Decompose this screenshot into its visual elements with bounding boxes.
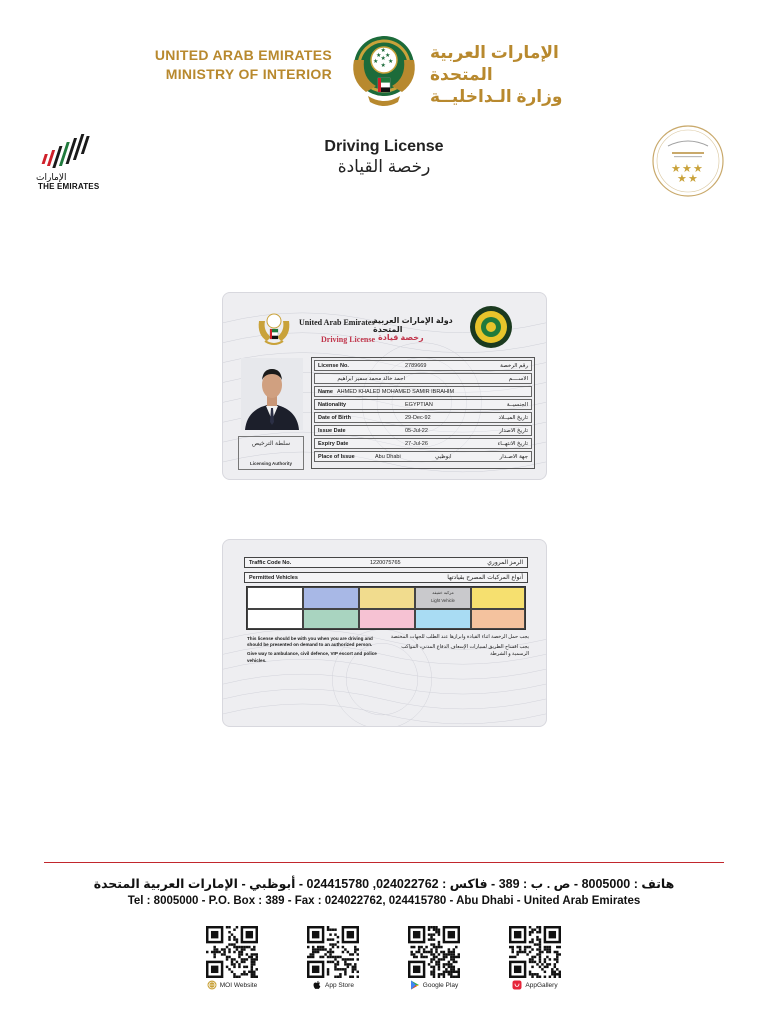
- svg-text:★: ★: [385, 52, 391, 59]
- field-date-of-birth: [314, 412, 532, 423]
- qr-label: [293, 979, 373, 991]
- globe-icon: [207, 980, 217, 990]
- document-title-ar: رخصة القيادة: [337, 157, 431, 176]
- qr-code-icon: [408, 926, 460, 978]
- svg-text:★: ★: [376, 52, 382, 59]
- vehicle-cell: [471, 609, 525, 629]
- field-label-ar: الاســــم: [508, 376, 528, 382]
- svg-text:★: ★: [671, 162, 681, 175]
- ministry-line2-ar: وزارة الـداخليــة: [430, 87, 563, 106]
- qr-label-text: Google Play: [422, 981, 459, 989]
- svg-text:★: ★: [693, 162, 703, 175]
- vehicle-cell: [359, 587, 415, 609]
- card-doc-type-en: Driving License: [321, 335, 375, 344]
- svg-text:★: ★: [373, 58, 379, 65]
- qr-label-text: App Store: [325, 981, 354, 989]
- note-carry-license-en: This license should be with you when you are driving and should be presented on demand to an authorized person.: [247, 636, 373, 648]
- note-give-way-ar: يجب افساح الطريق لسيارات الإسعاف الدفاع المدني، المواكب الرسمية و الشرطة: [401, 643, 529, 657]
- field-value-ar: ابوظبي: [435, 454, 452, 460]
- apple-icon: [312, 980, 322, 990]
- field-expiry-date: [314, 438, 532, 449]
- field-label-en: Date of Birth: [318, 415, 351, 421]
- qr-label-text: AppGallery: [525, 981, 558, 989]
- ministry-name-en: [150, 46, 332, 84]
- traffic-code-label-en: Traffic Code No.: [249, 560, 292, 566]
- document-title-en: Driving License: [324, 138, 444, 155]
- field-name-en: [314, 386, 532, 397]
- vehicle-cell: [247, 609, 303, 629]
- vehicle-category-grid: [246, 586, 526, 630]
- field-value: 05-Jul-22: [405, 428, 428, 434]
- field-value: EGYPTIAN: [405, 402, 433, 408]
- qr-code-icon: [509, 926, 561, 978]
- field-label-en: Expiry Date: [318, 441, 349, 447]
- traffic-code-row: [244, 557, 528, 568]
- field-license-no: [314, 360, 532, 371]
- field-label-en: Issue Date: [318, 428, 346, 434]
- ministry-line2-en: MINISTRY OF INTERIOR: [165, 66, 332, 82]
- holder-photo: [241, 358, 303, 430]
- qr-code-icon: [206, 926, 258, 978]
- field-value: 27-Jul-26: [405, 441, 428, 447]
- license-notes-ar: [389, 634, 529, 660]
- field-label-en: License No.: [318, 363, 349, 369]
- field-value: Abu Dhabi: [375, 454, 401, 460]
- vehicle-cell-label-en: Light Vehicle: [431, 598, 455, 603]
- note-give-way-en: Give way to ambulance, civil defence, VIP escort and police vehicles.: [247, 651, 377, 663]
- footer-contact-en: Tel : 8005000 - P.O. Box : 389 - Fax : 024022762, 024415780 - Abu Dhabi - United Arab Emirates: [127, 895, 641, 907]
- field-nationality: [314, 399, 532, 410]
- card-doc-type-ar: رخصة قيادة: [378, 333, 424, 342]
- qr-moi-website[interactable]: [192, 926, 272, 996]
- ministry-line1-ar: الإمارات العربية المتحدة: [430, 43, 559, 84]
- qr-code-icon: [307, 926, 359, 978]
- svg-text:★: ★: [682, 162, 692, 175]
- svg-text:★: ★: [388, 58, 394, 65]
- field-name-ar: [314, 373, 532, 384]
- permitted-vehicles-label-en: Permitted Vehicles: [249, 575, 298, 581]
- gcc-logo-icon: [469, 305, 513, 349]
- svg-text:★: ★: [380, 62, 386, 69]
- google-play-icon: [410, 980, 420, 990]
- license-fields-table: [311, 357, 535, 469]
- appgallery-icon: [512, 980, 522, 990]
- footer-divider: [44, 862, 724, 863]
- qr-appgallery[interactable]: [495, 926, 575, 996]
- field-issue-date: [314, 425, 532, 436]
- emirates-logo-text-en: THE EMIRATES: [38, 182, 100, 191]
- vehicle-cell: [471, 587, 525, 609]
- qr-label: [495, 979, 575, 991]
- card-country-ar: دولة الإمارات العربية المتحدة: [373, 316, 453, 334]
- field-value: 2789669: [405, 363, 427, 369]
- card-country-en: United Arab Emirates: [299, 318, 375, 327]
- field-value: 29-Dec-92: [405, 415, 431, 421]
- licensing-authority-en: Licensing Authority: [249, 461, 293, 466]
- vehicle-cell-light-vehicle: [415, 587, 471, 609]
- permitted-vehicles-label-ar: أنواع المركبات المصرح بقيادتها: [447, 575, 523, 581]
- svg-text:★: ★: [380, 55, 386, 62]
- qr-app-store[interactable]: [293, 926, 373, 996]
- field-label-ar: تاريخ الميــلاد: [498, 415, 528, 421]
- license-card-front: [222, 292, 547, 480]
- qr-label: [394, 979, 474, 991]
- field-label-ar: تاريخ الاصدار: [499, 428, 528, 434]
- field-label-en: Place of Issue: [318, 454, 355, 460]
- field-label-en: Name: [318, 389, 333, 395]
- field-label-en: Nationality: [318, 402, 347, 408]
- note-carry-license-ar: يجب حمل الرخصة اثناء القيادة وابرازها عند الطلب للجهات المختصة: [390, 634, 529, 640]
- permitted-vehicles-row: [244, 572, 528, 583]
- emirates-logo-text-ar: الإمارات: [36, 172, 67, 182]
- vehicle-cell: [415, 609, 471, 629]
- vehicle-cell: [247, 587, 303, 609]
- ministry-name-ar: [430, 42, 610, 108]
- svg-text:★: ★: [688, 172, 698, 185]
- vehicle-cell-label-ar: مركبة خفيفة: [432, 590, 454, 595]
- traffic-code-label-ar: الرمز المروري: [487, 560, 523, 566]
- field-label-ar: تاريخ الانتهــاء: [497, 441, 528, 447]
- licensing-authority-box: [238, 436, 304, 470]
- license-card-back: [222, 539, 547, 727]
- field-label-ar: الجنسيــة: [506, 402, 528, 408]
- ministry-line1-en: UNITED ARAB EMIRATES: [154, 47, 332, 63]
- qr-google-play[interactable]: [394, 926, 474, 996]
- licensing-authority-ar: سلطة الترخيص: [251, 441, 291, 447]
- uae-emblem-small-icon: [255, 307, 293, 347]
- field-value: احمد خالد محمد سمير ابراهيم: [337, 376, 405, 382]
- vehicle-cell: [359, 609, 415, 629]
- field-label-ar: جهة الاصـدار: [499, 454, 528, 460]
- vehicle-cell: [303, 587, 359, 609]
- footer-contact-ar: هاتف : 8005000 - ص . ب : 389 - فاكس : 024022762, 024415780 - أبوظبي - الإمارات العربية المتحدة: [93, 877, 675, 891]
- field-label-ar: رقم الرخصة: [500, 363, 528, 369]
- qr-label-text: MOI Website: [219, 981, 258, 989]
- field-place-of-issue: [314, 451, 532, 462]
- traffic-code-value: 1220075765: [370, 560, 401, 566]
- vehicle-cell: [303, 609, 359, 629]
- field-value: AHMED KHALED MOHAMED SAMIR IBRAHIM: [337, 389, 455, 395]
- uae-emblem-icon: [346, 30, 422, 110]
- svg-text:★: ★: [677, 172, 687, 185]
- license-notes-en: [247, 636, 387, 667]
- svg-text:★: ★: [380, 47, 386, 54]
- qr-label: [192, 979, 272, 991]
